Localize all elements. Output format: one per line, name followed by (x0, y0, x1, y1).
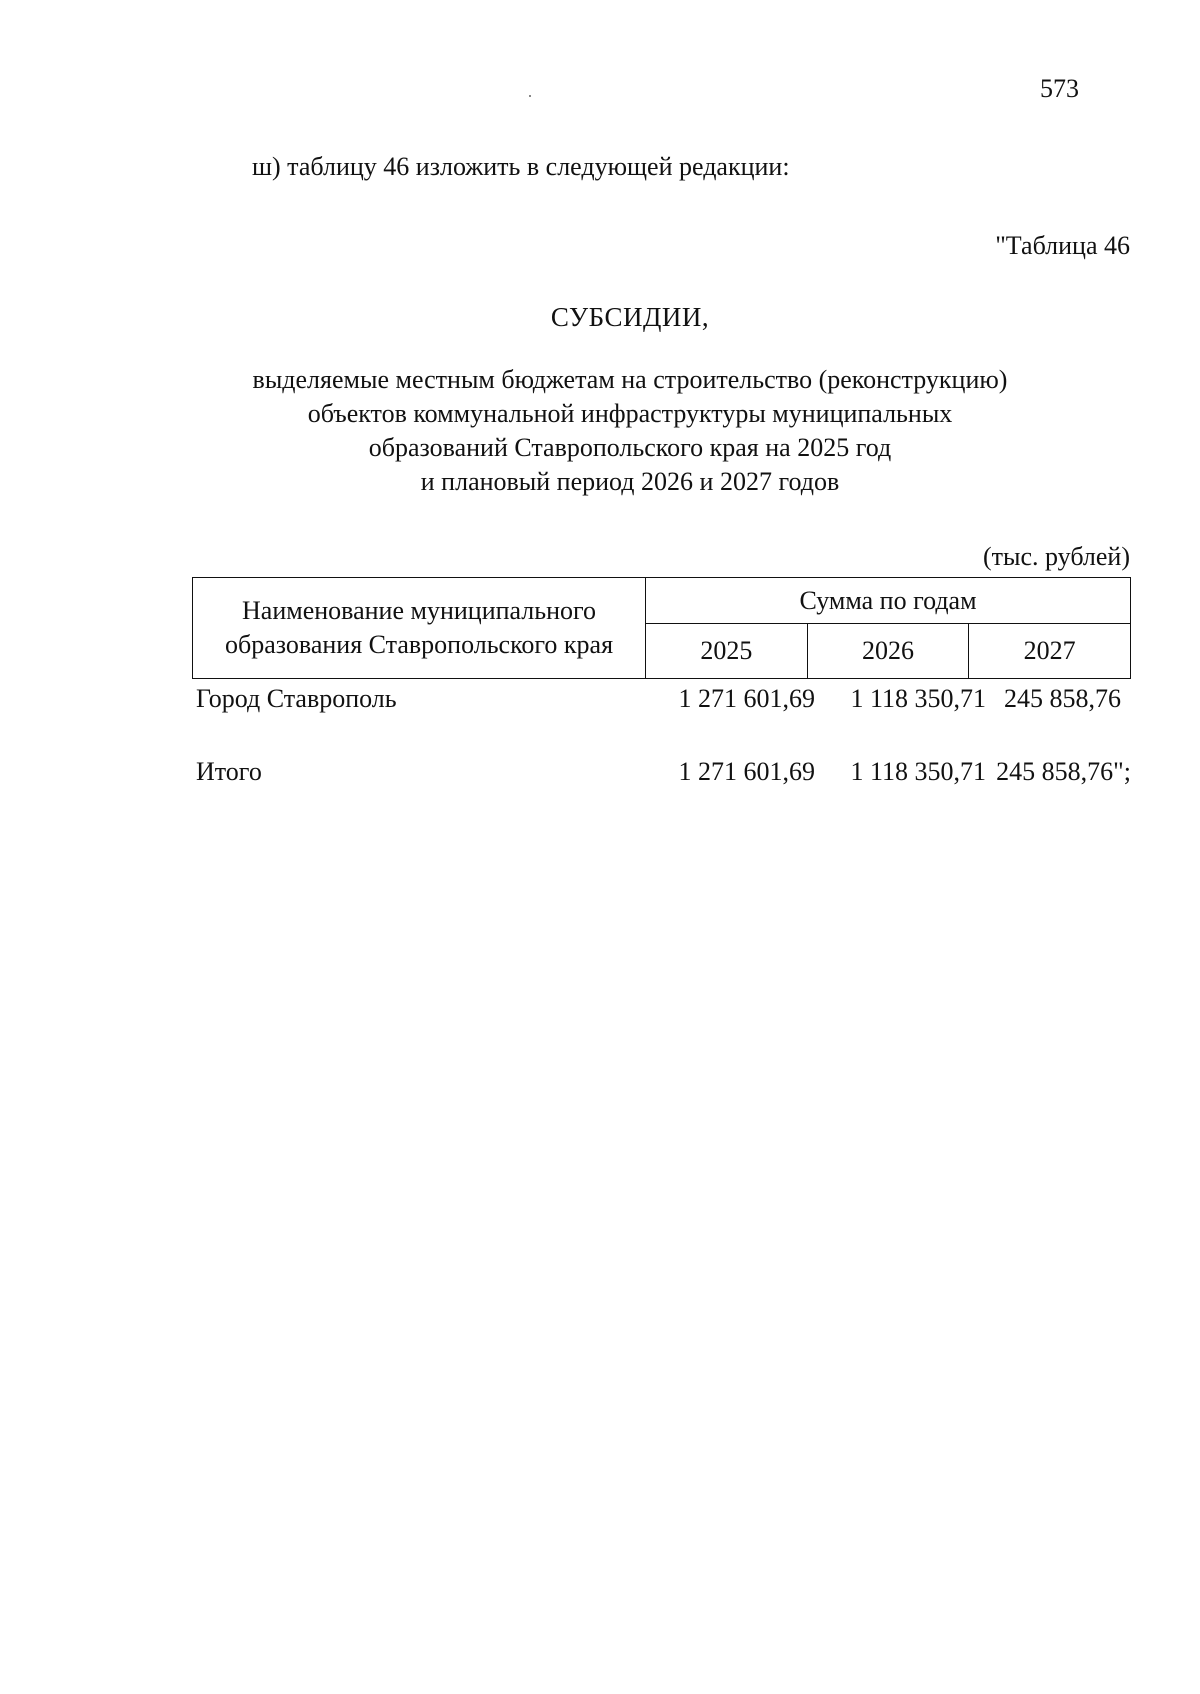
header-year-2027: 2027 (969, 624, 1131, 679)
scan-speck (529, 95, 531, 97)
intro-paragraph: ш) таблицу 46 изложить в следующей редакции: (252, 152, 790, 181)
header-name-line: Наименование муниципального (242, 596, 597, 625)
row-value-2025: 1 271 601,69 (678, 757, 815, 786)
subtitle-line: образований Ставропольского края на 2025 год (368, 433, 892, 462)
subtitle-line: выделяемые местным бюджетам на строительство (реконструкцию) (252, 365, 1008, 394)
row-name: Город Ставрополь (196, 684, 397, 713)
document-subtitle (200, 363, 1060, 499)
subtitle-line: и плановый период 2026 и 2027 годов (420, 467, 840, 496)
page-number: 573 (1040, 74, 1079, 103)
table-label: "Таблица 46 (995, 231, 1130, 260)
header-sum-group: Сумма по годам (646, 578, 1131, 624)
header-name-line: образования Ставропольского края (225, 630, 614, 659)
table-header (192, 577, 1131, 679)
document-title: СУБСИДИИ, (550, 302, 710, 332)
row-value-2025: 1 271 601,69 (678, 684, 815, 713)
subtitle-line: объектов коммунальной инфраструктуры муниципальных (307, 399, 953, 428)
row-name: Итого (196, 757, 262, 786)
header-name-column (193, 578, 646, 679)
row-value-2026: 1 118 350,71 (850, 757, 986, 786)
unit-label: (тыс. рублей) (982, 542, 1130, 571)
row-value-2027: 245 858,76 (1004, 684, 1121, 713)
row-value-2026: 1 118 350,71 (850, 684, 986, 713)
row-value-2027: 245 858,76"; (996, 757, 1131, 786)
table-row (192, 684, 1131, 720)
table-total-row (192, 757, 1131, 793)
header-year-2026: 2026 (807, 624, 969, 679)
header-year-2025: 2025 (646, 624, 808, 679)
